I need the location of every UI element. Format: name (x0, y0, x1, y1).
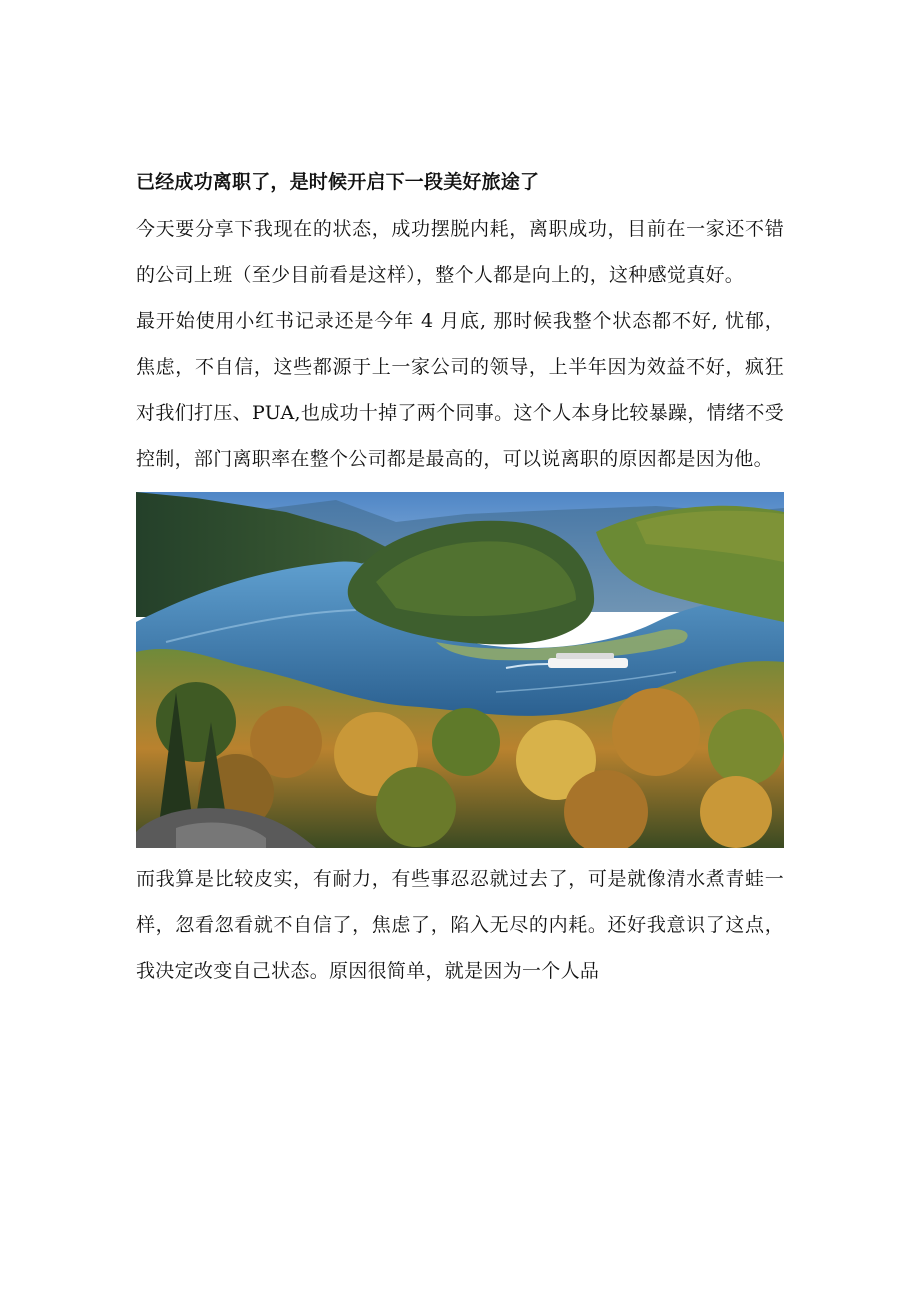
paragraph-reflection: 而我算是比较皮实，有耐力，有些事忍忍就过去了，可是就像清水煮青蛙一样，忽看忽看就不自信了，焦虑了，陷入无尽的内耗。还好我意识了这点，我决定改变自己状态。原因很简单，就是因为一个人品 (136, 868, 784, 982)
article-title: 已经成功离职了，是时候开启下一段美好旅途了 (136, 171, 540, 193)
paragraph-background: 最开始使用小红书记录还是今年 4 月底, 那时候我整个状态都不好, 忧郁，焦虑，不自信，这些都源于上一家公司的领导，上半年因为效益不好，疯狂对我们打压、PUA,也成功十掉了两个同事。这个人本身比较暴躁，情绪不受控制，部门离职率在整个公司都是最高的，可以说离职的原因都是因为他。 (136, 310, 784, 470)
river-landscape-photo (136, 492, 784, 848)
paragraph-intro: 今天要分享下我现在的状态，成功摆脱内耗，离职成功，目前在一家还不错的公司上班（至少目前看是这样），整个人都是向上的，这种感觉真好。 (136, 218, 784, 286)
article-body (136, 164, 784, 994)
